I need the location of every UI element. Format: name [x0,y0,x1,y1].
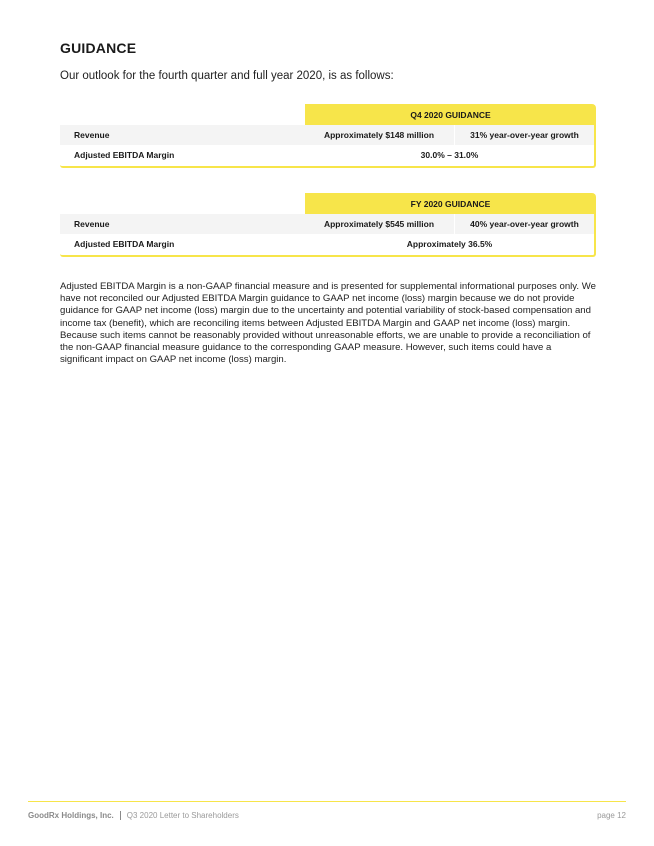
q4-guidance-body [60,125,596,168]
section-heading: GUIDANCE [60,40,137,56]
revenue-value: Approximately $545 million [323,219,435,229]
revenue-growth: 40% year-over-year growth [470,219,579,229]
table-row [60,145,594,165]
page-number: page 12 [597,811,626,820]
table-row [60,234,594,254]
non-gaap-note: Adjusted EBITDA Margin is a non-GAAP financial measure and is presented for supplemental informational purposes only. We have not reconciled our Adjusted EBITDA Margin guidance to GAAP net income (loss) margin because we do not provide guidance for GAAP net income (loss) margin due to the uncertainty and potential variability of stock-based compensation and income tax (benefit), which are reconciling items between Adjusted EBITDA Margin and GAAP net income (loss) margin. Because such items cannot be reasonably provided without unreasonable efforts, we are unable to provide a reconciliation of the non-GAAP financial measure guidance to the corresponding GAAP measure. However, such items could have a significant impact on GAAP net income (loss) margin. [60,281,596,366]
ebitda-label: Adjusted EBITDA Margin [74,239,175,249]
revenue-label: Revenue [74,130,110,140]
fy-guidance-title: FY 2020 GUIDANCE [305,193,596,214]
revenue-growth: 31% year-over-year growth [470,130,579,140]
intro-text: Our outlook for the fourth quarter and full year 2020, is as follows: [60,70,394,82]
q4-guidance-title: Q4 2020 GUIDANCE [305,104,596,125]
ebitda-value: 30.0% – 31.0% [420,150,479,160]
revenue-value: Approximately $148 million [323,130,435,140]
footer-company: GoodRx Holdings, Inc. [28,811,114,820]
table-row [60,125,594,145]
footer-document: Q3 2020 Letter to Shareholders [126,811,239,820]
footer-divider [28,801,626,802]
ebitda-value: Approximately 36.5% [406,239,493,249]
revenue-label: Revenue [74,219,110,229]
footer [28,811,239,820]
ebitda-label: Adjusted EBITDA Margin [74,150,175,160]
footer-separator [120,811,121,820]
table-row [60,214,594,234]
fy-guidance-body [60,214,596,257]
